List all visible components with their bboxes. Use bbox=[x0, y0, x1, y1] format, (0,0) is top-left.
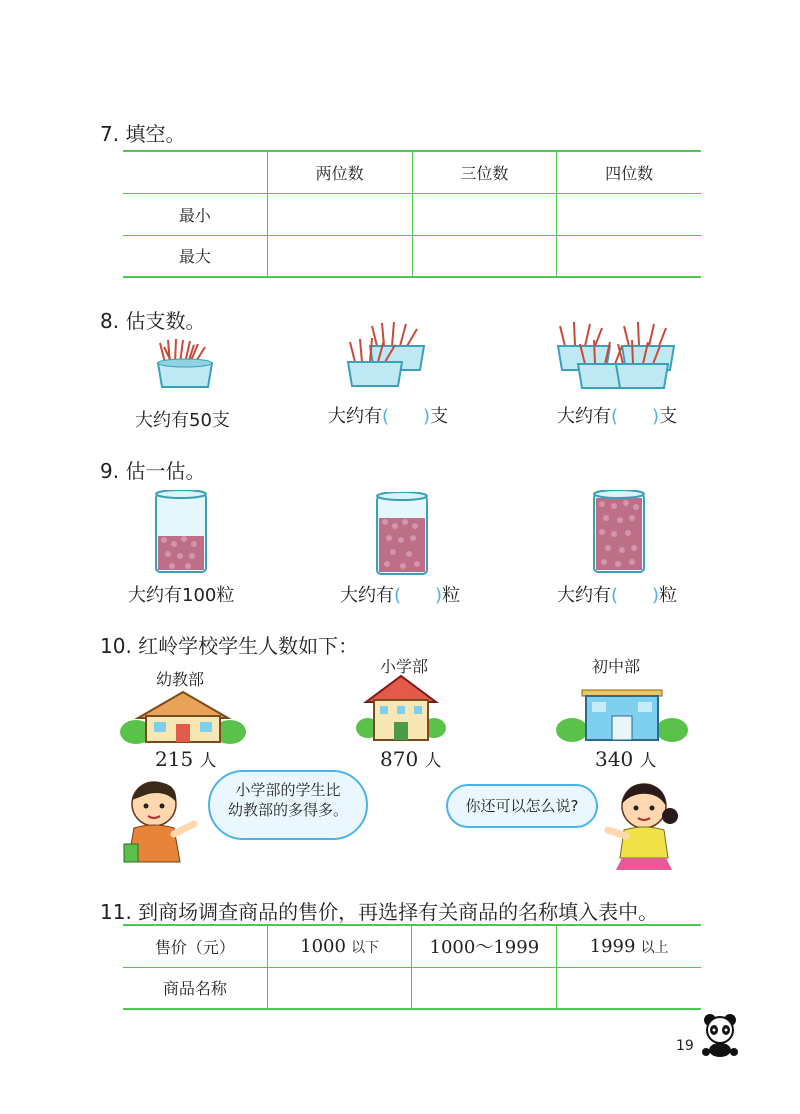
q7-cell[interactable] bbox=[412, 235, 557, 277]
q8-caption-3: 大约有( )支 bbox=[557, 406, 678, 427]
q7-header-three-digit: 三位数 bbox=[412, 151, 557, 193]
q11-title: 11. 到商场调查商品的售价，再选择有关商品的名称填入表中。 bbox=[100, 900, 659, 924]
q7-cell[interactable] bbox=[267, 193, 412, 235]
q7-title: 7. 填空。 bbox=[100, 122, 186, 146]
q8-title: 8. 估支数。 bbox=[100, 309, 206, 333]
boy-character-image bbox=[118, 778, 200, 873]
q7-header-four-digit: 四位数 bbox=[557, 151, 701, 193]
q11-cell[interactable] bbox=[557, 967, 701, 1009]
q7-header-empty bbox=[123, 151, 267, 193]
q8-caption-2: 大约有( )支 bbox=[328, 406, 449, 427]
q11-row-label: 商品名称 bbox=[162, 979, 227, 999]
q7-row-min-label: 最小 bbox=[178, 205, 211, 225]
q11-cell[interactable] bbox=[267, 967, 412, 1009]
school-count-middle: 340 人 bbox=[595, 747, 657, 771]
page-number: 19 bbox=[676, 1038, 694, 1054]
panda-icon bbox=[700, 1012, 740, 1058]
bead-jar-image bbox=[150, 490, 212, 576]
flower-pots-image bbox=[550, 318, 678, 393]
pot bbox=[158, 339, 212, 387]
q11-header-price: 售价（元） bbox=[154, 937, 235, 957]
school-count-kindergarten: 215 人 bbox=[155, 747, 217, 771]
bead-jar-image bbox=[590, 490, 648, 576]
q8-caption-1: 大约有50支 bbox=[135, 410, 230, 431]
q7-cell[interactable] bbox=[557, 235, 701, 277]
q7-cell[interactable] bbox=[557, 193, 701, 235]
q11-table bbox=[123, 924, 701, 1010]
bead-jar-image bbox=[373, 492, 431, 578]
q7-row-max-label: 最大 bbox=[178, 247, 211, 267]
primary-school-building-image bbox=[356, 672, 446, 746]
school-name-middle: 初中部 bbox=[592, 657, 641, 676]
q9-title: 9. 估一估。 bbox=[100, 459, 206, 483]
q10-title: 10. 红岭学校学生人数如下： bbox=[100, 634, 359, 658]
q9-caption-2: 大约有( )粒 bbox=[340, 585, 461, 606]
school-name-kindergarten: 幼教部 bbox=[156, 670, 205, 689]
q9-caption-1: 大约有100粒 bbox=[128, 585, 235, 606]
speech-bubble-boy bbox=[208, 770, 368, 840]
q7-cell[interactable] bbox=[267, 235, 412, 277]
girl-character-image bbox=[604, 778, 684, 873]
q11-header-1000-1999: 1000～1999 bbox=[412, 925, 557, 967]
school-name-primary: 小学部 bbox=[380, 657, 429, 676]
middle-school-building-image bbox=[556, 680, 688, 744]
school-count-primary: 870 人 bbox=[380, 747, 442, 771]
q7-table bbox=[123, 150, 701, 278]
bubble-boy-line-2: 幼教部的多得多。 bbox=[227, 801, 348, 819]
speech-bubble-girl: 你还可以怎么说? bbox=[446, 784, 598, 828]
kindergarten-building-image bbox=[118, 688, 248, 744]
flower-pot-image bbox=[150, 335, 220, 395]
bubble-boy-line-1: 小学部的学生比 bbox=[235, 781, 341, 799]
q9-caption-3: 大约有( )粒 bbox=[557, 585, 678, 606]
q11-header-over-1999: 1999 以上 bbox=[557, 925, 701, 967]
q11-cell[interactable] bbox=[412, 967, 557, 1009]
q7-cell[interactable] bbox=[412, 193, 557, 235]
q7-header-two-digit: 两位数 bbox=[267, 151, 412, 193]
flower-pots-image bbox=[340, 318, 430, 393]
q11-header-under-1000: 1000 以下 bbox=[267, 925, 412, 967]
